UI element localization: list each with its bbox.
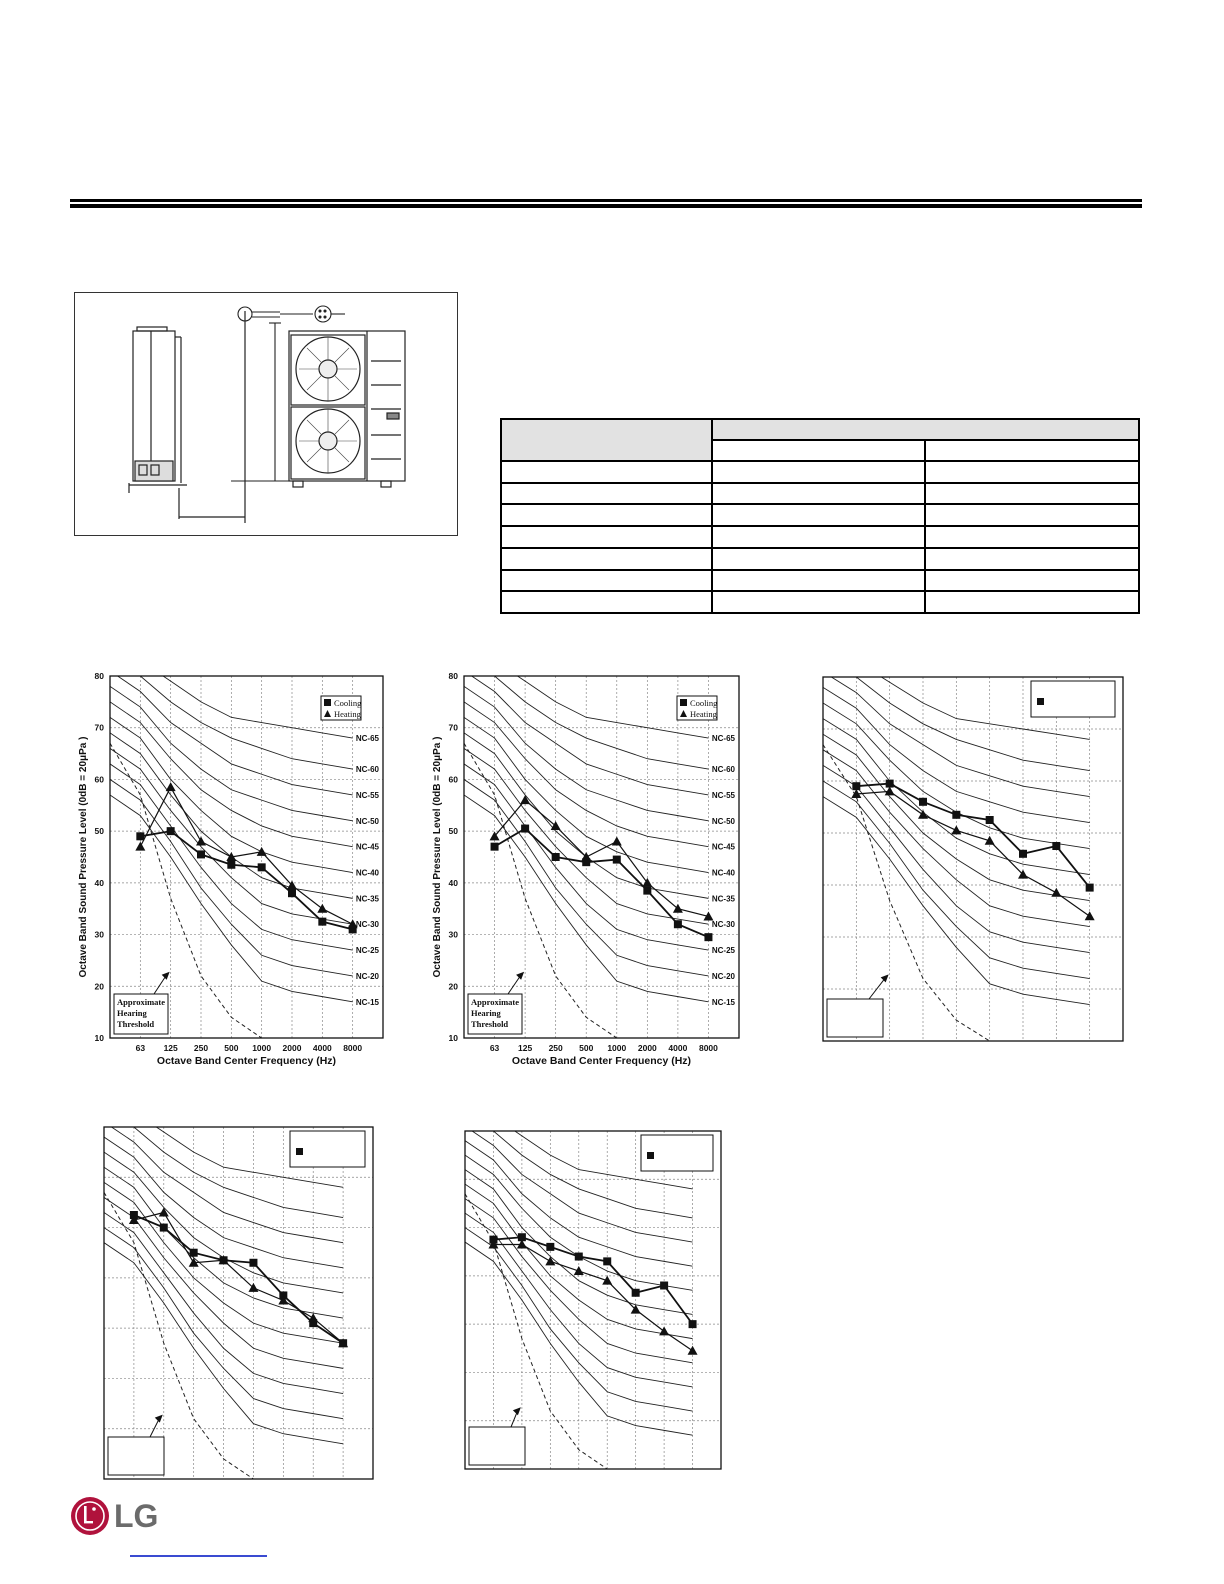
x-tick-label: 125 — [163, 1043, 178, 1053]
square-marker — [689, 1320, 697, 1328]
square-marker — [674, 920, 682, 928]
square-marker — [603, 1257, 611, 1265]
x-tick-label: 500 — [224, 1043, 239, 1053]
threshold-arrowhead — [155, 1415, 163, 1423]
hearing-threshold-curve — [104, 1192, 253, 1479]
square-marker — [660, 1282, 668, 1290]
hearing-threshold-curve — [823, 745, 990, 1041]
nc-chart-5 — [464, 1130, 722, 1470]
triangle-marker — [642, 878, 652, 887]
chart-svg — [74, 668, 384, 1078]
y-tick-label: 60 — [94, 774, 104, 785]
nc-curve-label: NC-30 — [355, 920, 379, 930]
plot-frame — [823, 677, 1123, 1041]
triangle-marker — [612, 836, 622, 845]
square-marker — [1052, 842, 1060, 850]
table-row — [501, 548, 1139, 570]
x-tick-label: 2000 — [282, 1043, 302, 1053]
x-tick-label: 1000 — [607, 1043, 627, 1053]
unit-front-view — [289, 331, 405, 487]
square-marker — [258, 863, 266, 871]
y-tick-label: 80 — [448, 671, 458, 681]
nc-curve-label: NC-60 — [711, 765, 735, 775]
triangle-marker — [257, 847, 267, 856]
installation-diagram — [74, 292, 458, 536]
square-marker — [613, 856, 621, 864]
square-marker — [1086, 884, 1094, 892]
y-tick-label: 10 — [94, 1033, 104, 1043]
plot-frame — [104, 1127, 373, 1479]
x-tick-label: 250 — [548, 1043, 563, 1053]
legend-label: Heating — [334, 709, 361, 719]
chart-svg — [464, 1130, 722, 1470]
legend-square-icon — [680, 699, 687, 706]
series-line — [856, 791, 1089, 916]
square-marker — [952, 811, 960, 819]
unit-side-view — [129, 311, 245, 523]
nc-curve-label: NC-20 — [355, 971, 379, 981]
nc-curve-label: NC-35 — [355, 894, 379, 904]
x-tick-label: 8000 — [343, 1043, 363, 1053]
diagram-svg — [75, 293, 459, 537]
height-dimension — [231, 323, 289, 481]
plot-frame — [464, 676, 739, 1038]
nc-curve-label: NC-55 — [711, 790, 735, 800]
square-marker — [986, 816, 994, 824]
plot-area — [110, 668, 383, 1038]
square-marker — [491, 843, 499, 851]
nc-curve-label: NC-65 — [355, 734, 379, 744]
x-tick-label: 63 — [135, 1043, 146, 1053]
triangle-marker — [574, 1266, 584, 1275]
header-rule-top — [70, 199, 1142, 202]
triangle-marker — [196, 836, 206, 845]
table-row — [501, 570, 1139, 592]
x-tick-label: 4000 — [312, 1043, 332, 1053]
nc-chart-3 — [822, 676, 1124, 1042]
plot-frame — [110, 676, 383, 1038]
nc-curve-label: NC-55 — [355, 790, 379, 800]
threshold-label-box — [827, 999, 883, 1037]
square-marker — [919, 798, 927, 806]
x-tick-label: 63 — [489, 1043, 500, 1053]
footer-link[interactable] — [130, 1555, 267, 1557]
square-marker — [318, 918, 326, 926]
series-line — [140, 787, 352, 924]
nc-curve-label: NC-15 — [355, 997, 379, 1007]
square-marker — [704, 933, 712, 941]
x-tick-label: 500 — [579, 1043, 594, 1053]
x-tick-label: 125 — [518, 1043, 533, 1053]
threshold-label-line: Threshold — [471, 1019, 509, 1029]
square-marker — [249, 1259, 257, 1267]
chart-svg — [428, 668, 740, 1078]
table-header-cell — [925, 440, 1139, 461]
y-tick-label: 80 — [94, 671, 104, 681]
y-tick-label: 70 — [94, 722, 104, 733]
series-line — [495, 800, 709, 916]
legend-square-icon — [647, 1152, 654, 1159]
threshold-label-line: Approximate — [117, 997, 166, 1007]
threshold-label-line: Hearing — [117, 1008, 147, 1018]
triangle-marker — [1051, 888, 1061, 897]
triangle-marker — [951, 825, 961, 834]
square-marker — [1019, 850, 1027, 858]
series-line — [493, 1237, 692, 1324]
legend-label: Cooling — [690, 698, 718, 708]
nc-chart-4 — [103, 1126, 374, 1480]
square-marker — [521, 825, 529, 833]
threshold-label-line: Hearing — [471, 1008, 501, 1018]
triangle-marker — [602, 1276, 612, 1285]
table-row — [501, 504, 1139, 526]
square-marker — [227, 861, 235, 869]
nc-curve-label: NC-50 — [355, 816, 379, 826]
table-header-group — [712, 419, 1139, 440]
square-marker — [552, 853, 560, 861]
threshold-arrowhead — [162, 972, 170, 980]
nc-curve-label: NC-40 — [711, 868, 735, 878]
table-row — [501, 591, 1139, 613]
y-tick-label: 30 — [448, 929, 458, 940]
y-tick-label: 40 — [94, 877, 104, 888]
table-row — [501, 526, 1139, 548]
microphone-icon — [238, 306, 345, 322]
threshold-label-box — [108, 1437, 164, 1475]
square-marker — [197, 850, 205, 858]
triangle-marker — [885, 786, 895, 795]
nc-curve-label: NC-25 — [711, 946, 735, 956]
table-header-cell — [712, 440, 926, 461]
legend-square-icon — [1037, 698, 1044, 705]
y-axis-label: Octave Band Sound Pressure Level (0dB = 20μPa ) — [78, 736, 89, 978]
x-tick-label: 250 — [193, 1043, 209, 1053]
legend-square-icon — [296, 1148, 303, 1155]
triangle-marker — [159, 1207, 169, 1216]
table-row — [501, 461, 1139, 483]
nc-curve-label: NC-15 — [711, 997, 735, 1007]
triangle-marker — [659, 1326, 669, 1335]
plot-area — [823, 676, 1123, 1041]
legend-label: Cooling — [334, 698, 362, 708]
nc-curve-label: NC-20 — [711, 971, 735, 981]
square-marker — [288, 889, 296, 897]
triangle-marker — [545, 1256, 555, 1265]
series-line — [140, 831, 352, 929]
chart-svg — [822, 676, 1124, 1042]
x-axis-label: Octave Band Center Frequency (Hz) — [156, 1055, 337, 1067]
plot-area — [465, 1130, 721, 1469]
nc-curve-label: NC-25 — [355, 946, 379, 956]
chart-svg — [103, 1126, 374, 1480]
square-marker — [160, 1224, 168, 1232]
table-row — [501, 483, 1139, 505]
y-tick-label: 60 — [448, 774, 458, 785]
y-tick-label: 20 — [448, 981, 458, 992]
brand-name: LG — [114, 1498, 159, 1534]
nc-curve-label: NC-60 — [355, 765, 379, 775]
triangle-marker — [688, 1346, 698, 1355]
square-marker — [190, 1249, 198, 1257]
x-tick-label: 4000 — [668, 1043, 688, 1053]
nc-curve-label: NC-50 — [711, 816, 735, 826]
threshold-arrowhead — [513, 1407, 521, 1415]
x-tick-label: 8000 — [698, 1043, 718, 1053]
y-tick-label: 50 — [94, 826, 104, 837]
triangle-marker — [135, 842, 145, 851]
legend-label: Heating — [690, 709, 717, 719]
y-tick-label: 40 — [448, 877, 458, 888]
square-marker — [632, 1289, 640, 1297]
nc-curve-label: NC-40 — [355, 868, 379, 878]
nc-curve-label: NC-65 — [711, 734, 735, 744]
square-marker — [546, 1243, 554, 1251]
threshold-label-box — [469, 1427, 525, 1465]
square-marker — [575, 1253, 583, 1261]
table-header-corner — [501, 419, 712, 461]
plot-area — [104, 1126, 373, 1479]
threshold-arrowhead — [516, 972, 524, 980]
legend-square-icon — [324, 699, 331, 706]
square-marker — [136, 832, 144, 840]
threshold-label-line: Threshold — [117, 1019, 155, 1029]
nc-curve-label: NC-35 — [711, 894, 735, 904]
y-tick-label: 10 — [448, 1033, 458, 1043]
triangle-marker — [918, 810, 928, 819]
nc-curve-label: NC-45 — [711, 842, 735, 852]
plot-frame — [465, 1131, 721, 1469]
triangle-marker — [1085, 911, 1095, 920]
nc-curve-label: NC-45 — [355, 842, 379, 852]
square-marker — [852, 782, 860, 790]
plot-area — [464, 668, 739, 1038]
y-axis-label: Octave Band Sound Pressure Level (0dB = 20μPa ) — [432, 736, 443, 978]
triangle-marker — [317, 904, 327, 913]
nc-chart-2 — [428, 668, 740, 1078]
sound-data-table — [500, 418, 1140, 614]
triangle-marker — [308, 1313, 318, 1322]
nc-curve-label: NC-30 — [711, 920, 735, 930]
y-tick-label: 50 — [448, 826, 458, 837]
header-rule-bottom — [70, 204, 1142, 208]
threshold-label-line: Approximate — [471, 997, 520, 1007]
nc-chart-1 — [74, 668, 384, 1078]
square-marker — [643, 887, 651, 895]
square-marker — [886, 780, 894, 788]
y-tick-label: 70 — [448, 722, 458, 733]
threshold-arrowhead — [881, 974, 889, 982]
y-tick-label: 20 — [94, 981, 104, 992]
threshold-arrow — [869, 977, 886, 999]
square-marker — [167, 827, 175, 835]
y-tick-label: 30 — [94, 929, 104, 940]
x-tick-label: 1000 — [252, 1043, 272, 1053]
x-axis-label: Octave Band Center Frequency (Hz) — [511, 1055, 692, 1067]
lg-logo — [70, 1494, 166, 1538]
x-tick-label: 2000 — [637, 1043, 657, 1053]
